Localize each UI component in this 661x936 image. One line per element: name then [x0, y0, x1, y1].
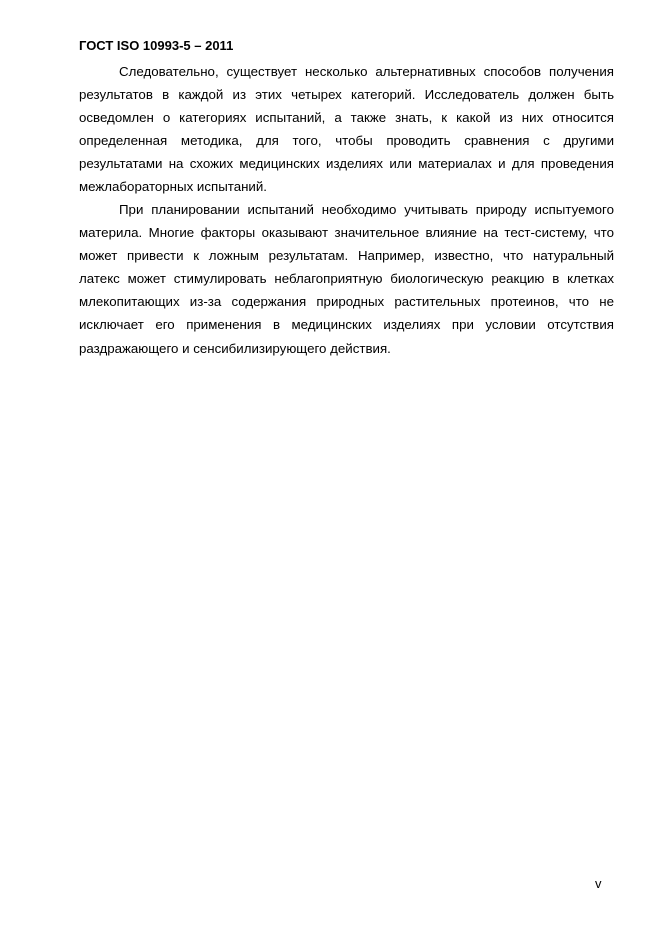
paragraph-2: [79, 198, 614, 360]
text-line: Следовательно, существует несколько альтернативных способов получения: [119, 64, 614, 79]
text-line: результатов в каждой из этих четырех категорий. Исследователь должен быть: [79, 87, 614, 103]
text-line: осведомлен о категориях испытаний, а также знать, к какой из них относится: [79, 110, 614, 126]
text-line: млекопитающих из-за содержания природных растительных протеинов, что не: [79, 294, 614, 310]
text-line: исключает его применения в медицинских изделиях при условии отсутствия: [79, 317, 614, 333]
page-number: v: [595, 876, 602, 891]
paragraph-1: [79, 60, 614, 199]
text-line: межлабораторных испытаний.: [79, 179, 267, 195]
text-line: материла. Многие факторы оказывают значительное влияние на тест-систему, что: [79, 225, 614, 241]
text-line: латекс может стимулировать неблагоприятную биологическую реакцию в клетках: [79, 271, 614, 287]
text-line: определенная методика, для того, чтобы проводить сравнения с другими: [79, 133, 614, 149]
text-line: результатами на схожих медицинских изделиях или материалах и для проведения: [79, 156, 614, 172]
text-line: может привести к ложным результатам. Например, известно, что натуральный: [79, 248, 614, 264]
document-header: ГОСТ ISO 10993-5 – 2011: [79, 38, 234, 53]
text-line: раздражающего и сенсибилизирующего действия.: [79, 340, 391, 356]
text-line: При планировании испытаний необходимо учитывать природу испытуемого: [119, 202, 614, 217]
